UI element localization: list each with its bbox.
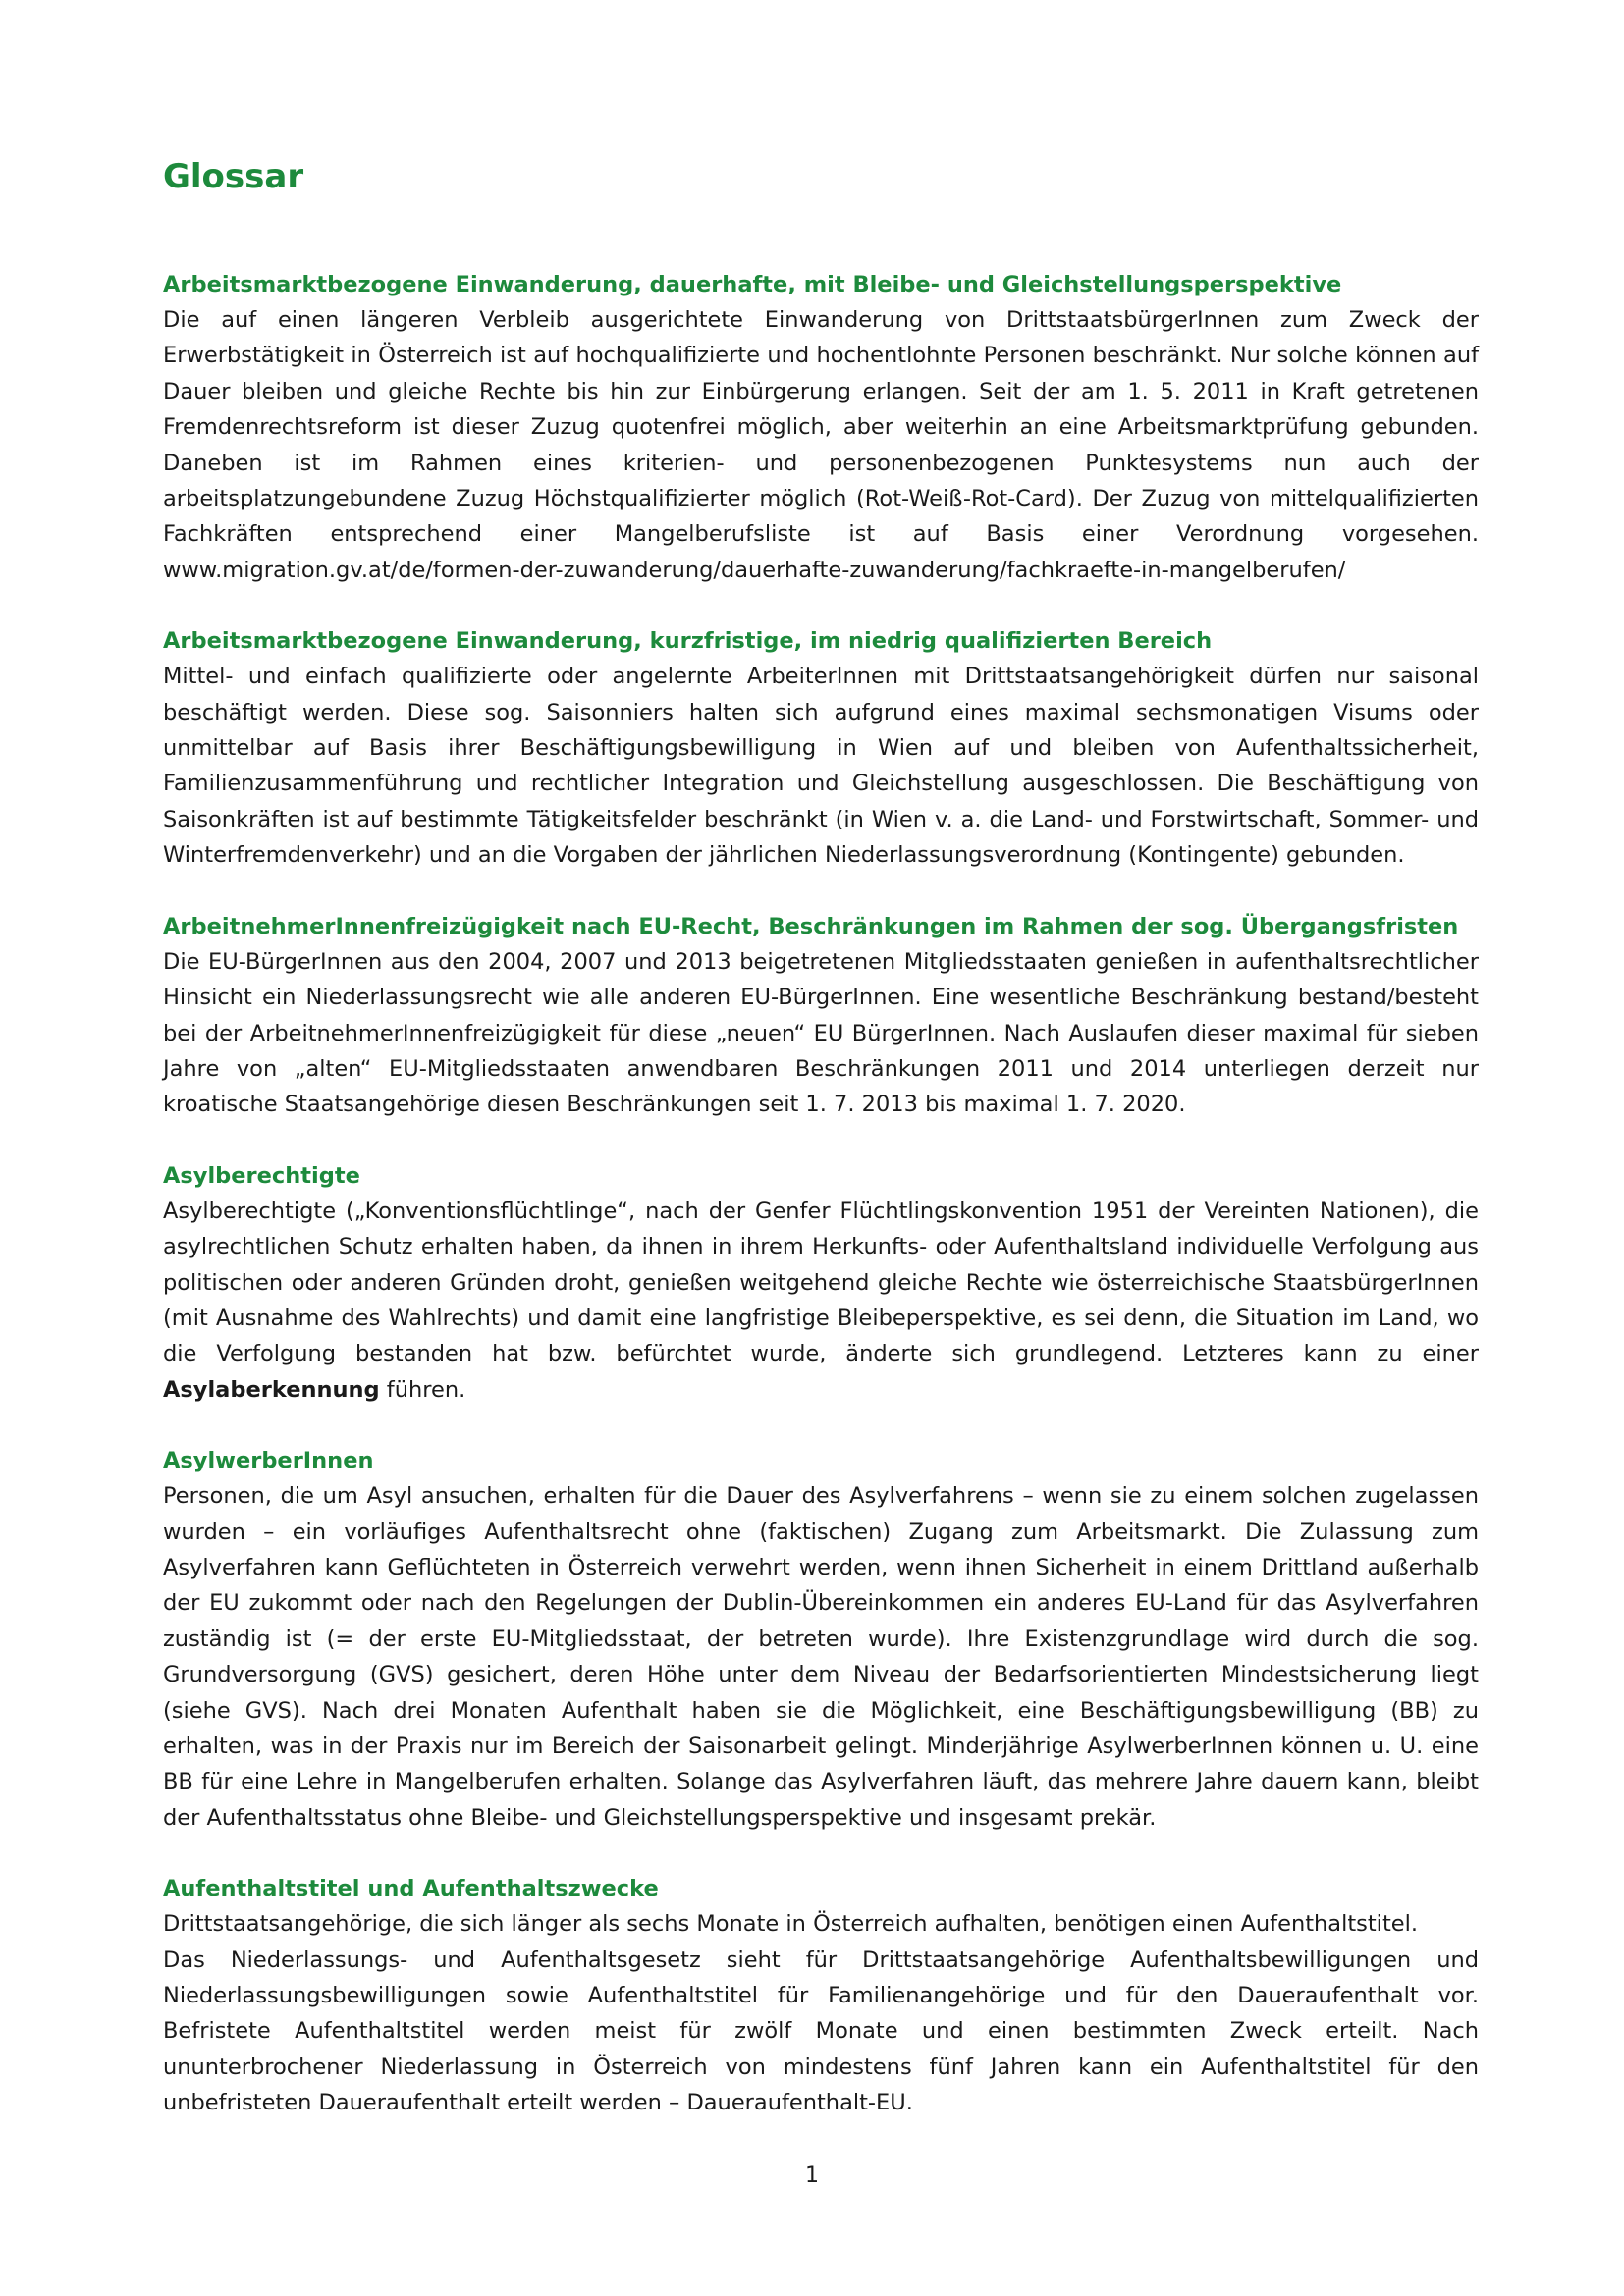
entry-paragraph: Drittstaatsangehörige, die sich länger als sechs Monate in Österreich aufhalten, benötigen einen Aufenthaltstitel. bbox=[163, 1911, 1419, 1938]
glossary-entry-asylwerberinnen bbox=[163, 1443, 1479, 1836]
entry-paragraph: Personen, die um Asyl ansuchen, erhalten für die Dauer des Asylverfahrens – wenn sie zu einem solchen zugelassen wurden – ein vorläufiges Aufenthaltsrecht ohne (faktischen) Zugang zum Arbeitsmarkt. Die Zulassung zum Asylverfahren kann Geflüchteten in Österreich verwehrt werden, wenn ihnen Sicherheit in einem Drittland außerhalb der EU zukommt oder nach den Regelungen der Dublin-Übereinkommen ein anderes EU-Land für das Asylverfahren zuständig ist (= der erste EU-Mitgliedsstaat, der betreten wurde). Ihre Existenzgrundlage wird durch die sog. Grundversorgung (GVS) gesichert, deren Höhe unter dem Niveau der Bedarfsorientierten Mindestsicherung liegt (siehe GVS). Nach drei Monaten Aufenthalt haben sie die Möglichkeit, eine Beschäftigungsbewilligung (BB) zu erhalten, was in der Praxis nur im Bereich der Saisonarbeit gelingt. Minderjährige AsylwerberInnen können u. U. eine BB für eine Lehre in Mangelberufen erhalten. Solange das Asylverfahren läuft, das mehrere Jahre dauern kann, bleibt der Aufenthaltsstatus ohne Bleibe- und Gleichstellungsperspektive und insgesamt prekär. bbox=[163, 1483, 1479, 1831]
entry-body bbox=[163, 1194, 1479, 1408]
entry-paragraph: Mittel- und einfach qualifizierte oder angelernte ArbeiterInnen mit Drittstaatsangehörigkeit dürfen nur saisonal beschäftigt werden. Diese sog. Saisonniers halten sich aufgrund eines maximal sechsmonatigen Visums oder unmittelbar auf Basis ihrer Beschäftigungsbewilligung in Wien auf und bleiben von Aufenthaltssicherheit, Familienzusammenführung und rechtlicher Integration und Gleichstellung ausgeschlossen. Die Beschäftigung von Saisonkräften ist auf bestimmte Tätigkeitsfelder beschränkt (in Wien v. a. die Land- und Forstwirtschaft, Sommer- und Winterfremdenverkehr) und an die Vorgaben der jährlichen Niederlassungsverordnung (Kontingente) gebunden. bbox=[163, 664, 1479, 869]
entry-body bbox=[163, 944, 1479, 1123]
entry-bold-term: Asylaberkennung bbox=[163, 1376, 380, 1403]
glossary-entry-arbeitsmarkt-dauerhaft bbox=[163, 267, 1479, 588]
entry-paragraph bbox=[163, 1194, 1479, 1408]
entry-paragraph: Die EU-BürgerInnen aus den 2004, 2007 und 2013 beigetretenen Mitgliedsstaaten genießen in aufenthaltsrechtlicher Hinsicht ein Niederlassungsrecht wie alle anderen EU-BürgerInnen. Eine wesentliche Beschränkung bestand/besteht bei der ArbeitnehmerInnenfreizügigkeit für diese „neuen“ EU BürgerInnen. Nach Auslaufen dieser maximal für sieben Jahre von „alten“ EU-Mitgliedsstaaten anwendbaren Beschränkungen 2011 und 2014 unterliegen derzeit nur kroatische Staatsangehörige diesen Beschränkungen seit 1. 7. 2013 bis maximal 1. 7. 2020. bbox=[163, 948, 1479, 1118]
glossary-entry-aufenthaltstitel bbox=[163, 1871, 1479, 2120]
glossary-page bbox=[163, 147, 1479, 2157]
entry-text-end: führen. bbox=[379, 1376, 466, 1403]
entry-paragraph: Die auf einen längeren Verbleib ausgerichtete Einwanderung von DrittstaatsbürgerInnen zum Zweck der Erwerbstätigkeit in Österreich ist auf hochqualifizierte und hochentlohnte Personen beschränkt. Nur solche können auf Dauer bleiben und gleiche Rechte bis hin zur Einbürgerung erlangen. Seit der am 1. 5. 2011 in Kraft getretenen Fremdenrechtsreform ist dieser Zuzug quotenfrei möglich, aber weiterhin an eine Arbeitsmarktprüfung gebunden. Daneben ist im Rahmen eines kriterien- und personenbezogenen Punktesystems nun auch der arbeitsplatzungebundene Zuzug Höchstqualifizierter möglich (Rot-Weiß-Rot-Card). Der Zuzug von mittelqualifizierten Fachkräften entsprechend einer Mangelberufsliste ist auf Basis einer Verordnung vorgesehen. www.migration.gv.at/de/formen-der-zuwanderung/dauerhafte-zuwanderung/fachkraefte-in-mangelberufen/ bbox=[163, 307, 1479, 583]
glossary-entry-arbeitnehmerfreizuegigkeit bbox=[163, 909, 1479, 1123]
entry-body bbox=[163, 1478, 1479, 1836]
entry-paragraph-2: Das Niederlassungs- und Aufenthaltsgesetz sieht für Drittstaatsangehörige Aufenthaltsbewilligungen und Niederlassungsbewilligungen sowie Aufenthaltstitel für Familienangehörige und für den Daueraufenthalt vor. Befristete Aufenthaltstitel werden meist für zwölf Monate und einen bestimmten Zweck erteilt. Nach ununterbrochener Niederlassung in Österreich von mindestens fünf Jahren kann ein Aufenthaltstitel für den unbefristeten Daueraufenthalt erteilt werden – Daueraufenthalt-EU. bbox=[163, 1947, 1479, 2116]
entry-heading: AsylwerberInnen bbox=[163, 1448, 374, 1474]
glossary-entry-arbeitsmarkt-kurzfristig bbox=[163, 623, 1479, 873]
entry-heading: ArbeitnehmerInnenfreizügigkeit nach EU-Recht, Beschränkungen im Rahmen der sog. Übergangsfristen bbox=[163, 913, 1459, 939]
entry-heading: Aufenthaltstitel und Aufenthaltszwecke bbox=[163, 1876, 659, 1902]
entry-heading: Asylberechtigte bbox=[163, 1162, 360, 1189]
entry-text: Asylberechtigte („Konventionsflüchtlinge“, nach der Genfer Flüchtlingskonvention 1951 der Vereinten Nationen), die asylrechtlichen Schutz erhalten haben, da ihnen in ihrem Herkunfts- oder Aufenthaltsland individuelle Verfolgung aus politischen oder anderen Gründen droht, genießen weitgehend gleiche Rechte wie österreichische StaatsbürgerInnen (mit Ausnahme des Wahlrechts) und damit eine langfristige Bleibeperspektive, es sei denn, die Situation im Land, wo die Verfolgung bestanden hat bzw. befürchtet wurde, änderte sich grundlegend. Letzteres kann zu einer bbox=[163, 1198, 1479, 1367]
entry-body bbox=[163, 1906, 1479, 2120]
page-title: Glossar bbox=[163, 157, 304, 196]
glossary-entry-asylberechtigte bbox=[163, 1158, 1479, 1408]
page-number: 1 bbox=[805, 2163, 819, 2188]
entry-heading: Arbeitsmarktbezogene Einwanderung, kurzfristige, im niedrig qualifizierten Bereich bbox=[163, 628, 1213, 655]
entry-heading: Arbeitsmarktbezogene Einwanderung, dauerhafte, mit Bleibe- und Gleichstellungsperspektive bbox=[163, 272, 1342, 297]
entry-body bbox=[163, 302, 1479, 588]
entry-body bbox=[163, 659, 1479, 873]
